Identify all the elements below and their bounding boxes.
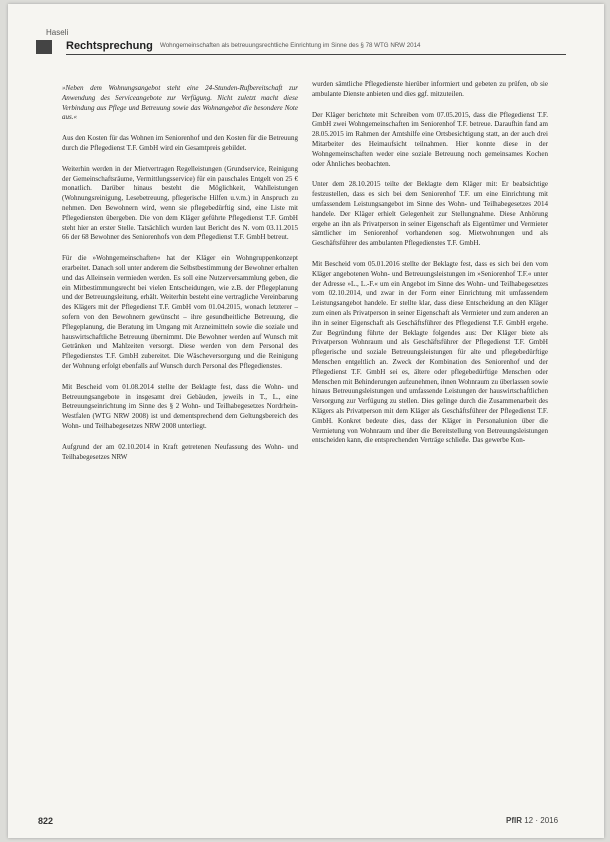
right-column: [312, 80, 548, 457]
section-marker: [36, 40, 52, 54]
rubric-subtitle: Wohngemeinschaften als betreuungsrechtliche Einrichtung im Sinne des § 78 WTG NRW 2014: [160, 42, 421, 49]
rubric-title: Rechtsprechung: [66, 40, 153, 52]
body-paragraph: Aufgrund der am 02.10.2014 in Kraft getretenen Neufassung des Wohn- und Teilhabegesetzes NRW: [62, 442, 298, 461]
section-label: Haseli: [46, 28, 69, 37]
body-paragraph: Mit Bescheid vom 05.01.2016 stellte der Beklagte fest, dass es sich bei den vom Kläger angebotenen Wohn- und Betreuungsleistungen im »Seniorenhof T.F.« unter der Adresse »L., L.-F.« um ein Angebot im Sinne des Wohn- und Teilhabegesetzes vom 02.10.2014, und zwar in der Form einer Einrichtung mit umfassendem Leistungsangebot handele. Er stellte klar, dass diese Entscheidung an den Kläger zum einen als Privatperson in seiner Eigenschaft als Vermieter und zum anderen an ihn in seiner Eigenschaft als Geschäftsführer des Pflegedienst T.F. GmbH ergehe. Zur Begründung führte der Beklagte folgendes aus: Der Kläger biete als Privatperson Wohnraum und als Geschäftsführer der Pflegedienst T.F. GmbH pflegerische und soziale Betreuungsleistungen für alte und pflegebedürftige Menschen entgeltlich an. Zweck der Kombination des Seniorenhof und der Pflegedienst T.F. GmbH sei es, ältere oder pflegebedürftige Menschen oder Menschen mit Behinderungen aufzunehmen, ihnen Wohnraum zu überlassen sowie hinaus Betreuungsleistungen und umfassende Leistungen der hauswirtschaftlichen Versorgung zur Verfügung zu stellen. Dies gelinge durch die Zusammenarbeit des Klägers als Privatperson mit dem Kläger als Geschäftsführer der Pflegedienst T.F. GmbH. Konkret bedeute dies, dass der Kläger in Personalunion über die Vermietung von Wohnraum und über die Bereitstellung von Betreuungsleistungen entscheiden kann, die entsprechenden Verträge schließe. Das gewerbe Kon-: [312, 259, 548, 445]
left-column: [62, 84, 298, 473]
journal-footer: [506, 816, 558, 825]
journal-name: PflR: [506, 816, 522, 825]
body-paragraph: wurden sämtliche Pflegedienste hierüber informiert und gebeten zu prüfen, ob sie ambulante Dienste anbieten und dies ggf. mitzuteilen.: [312, 80, 548, 98]
quote-paragraph: »Neben dem Wohnungsangebot steht eine 24-Stunden-Rufbereitschaft zur Anwendung des Serviceangebote zur Verfügung. Nicht zuletzt macht diese Verbindung aus Pflege und Betreuung sowie das Wohnangebot die besondere Note aus.«: [62, 84, 298, 122]
body-paragraph: Der Kläger berichtete mit Schreiben vom 07.05.2015, dass die Pflegedienst T.F. GmbH zwei Wohngemeinschaften im Seniorenhof T.F. betreue. Daraufhin fand am 28.05.2015 im Rahmen der Amtshilfe eine Ortsbesichtigung statt, an der auch drei Mitarbeiter des Heimaufsicht teilnahmen. Hier konnte diese in der Wohngemeinschaften weder eine soziale Betreuung noch gemeinsames Kochen oder Ähnliches beobachten.: [312, 110, 548, 168]
document-page: [8, 4, 604, 838]
body-paragraph: Unter dem 28.10.2015 teilte der Beklagte dem Kläger mit: Er beabsichtige festzustellen, dass es sich bei dem Seniorenhof T.F. um eine Einrichtung mit umfassendem Leistungsangebot im Sinne des Wohn- und Teilhabegesetzes 2014 handele. Der Kläger erhielt Gelegenheit zur Stellungnahme. Diese Anhörung ergehe an ihn als Privatperson in seiner Eigenschaft als Eigentümer und Vermieter sämtlicher im Seniorenhof vorhandenen sog. Mietwohnungen und als Geschäftsführer des ambulanten Pflegedienstes T.F. GmbH.: [312, 180, 548, 248]
body-paragraph: Aus den Kosten für das Wohnen im Seniorenhof und den Kosten für die Betreuung durch die Pflegedienst T.F. GmbH wird ein Gesamtpreis gebildet.: [62, 134, 298, 152]
body-paragraph: Für die »Wohngemeinschaften« hat der Kläger ein Wohngruppenkonzept erarbeitet. Danach soll unter anderem die Selbstbestimmung der Bewohner erhalten und das Alleinsein vermieden werden. Es soll eine Nutzerversammlung geben, die ein Mitbestimmungsrecht bei vielen Entscheidungen, wie z.B. der Pflegeplanung und der Betreuungsleitung, erhält. Weiterhin besteht eine vertragliche Vereinbarung des Klägers mit der Pflegedienst T.F. GmbH vom 01.04.2015, wonach letzterer – sofern von den Bewohnern gewünscht – ihre gesundheitliche Betreuung, die Pflegeplanung, die Beratung im Umgang mit Arzneimitteln sowie die soziale und hauswirtschaftliche Betreuung übernimmt. Die Bewohner werden auf Wunsch mit Getränken und Mahlzeiten versorgt. Diese werden von dem Personal des Pflegedienstes T.F. GmbH zubereitet. Die Wäscheversorgung und die Reinigung der Wohnung erfolgt ebenfalls auf Wunsch durch Personal des Pflegedienstes.: [62, 254, 298, 370]
page-number: 822: [38, 816, 54, 826]
body-paragraph: Mit Bescheid vom 01.08.2014 stellte der Beklagte fest, dass die Wohn- und Betreuungsangebote in insgesamt drei Gebäuden, jeweils in T., L., eine Betreuungseinrichtung im Sinne des § 2 Wohn- und Teilhabegesetzes Nordrhein-Westfalen (WTG NRW 2008) ist und dementsprechend dem Geltungsbereich des Wohn- und Teilhabegesetzes NRW 2008 unterliegt.: [62, 382, 298, 430]
journal-issue: 12 · 2016: [524, 816, 559, 825]
body-paragraph: Weiterhin werden in der Mietvertragen Regelleistungen (Grundservice, Reinigung der Gemeinschaftsräume, Vermittlungsservice) für ein pauschales Entgelt von 25 € monatlich. Darüber hinaus besteht die Möglichkeit, Wahlleistungen (Wohnungsreinigung, Lesebetreuung, pflegerische Hilfen u.v.m.) in Anspruch zu nehmen. Den Bewohnern wird, wenn sie pflegebedürftig sind, eine Liste mit Pflegediensten übergeben. Die von dem Kläger geführte Pflegedienst T.F. GmbH steht hier an erster Stelle. Tatsächlich wurden laut Bericht des N. vom 03.11.2015 66 der 68 Bewohner des Seniorenhofs von dem Pflegedienst T.F. GmbH betreut.: [62, 164, 298, 242]
page-header: [66, 40, 566, 55]
